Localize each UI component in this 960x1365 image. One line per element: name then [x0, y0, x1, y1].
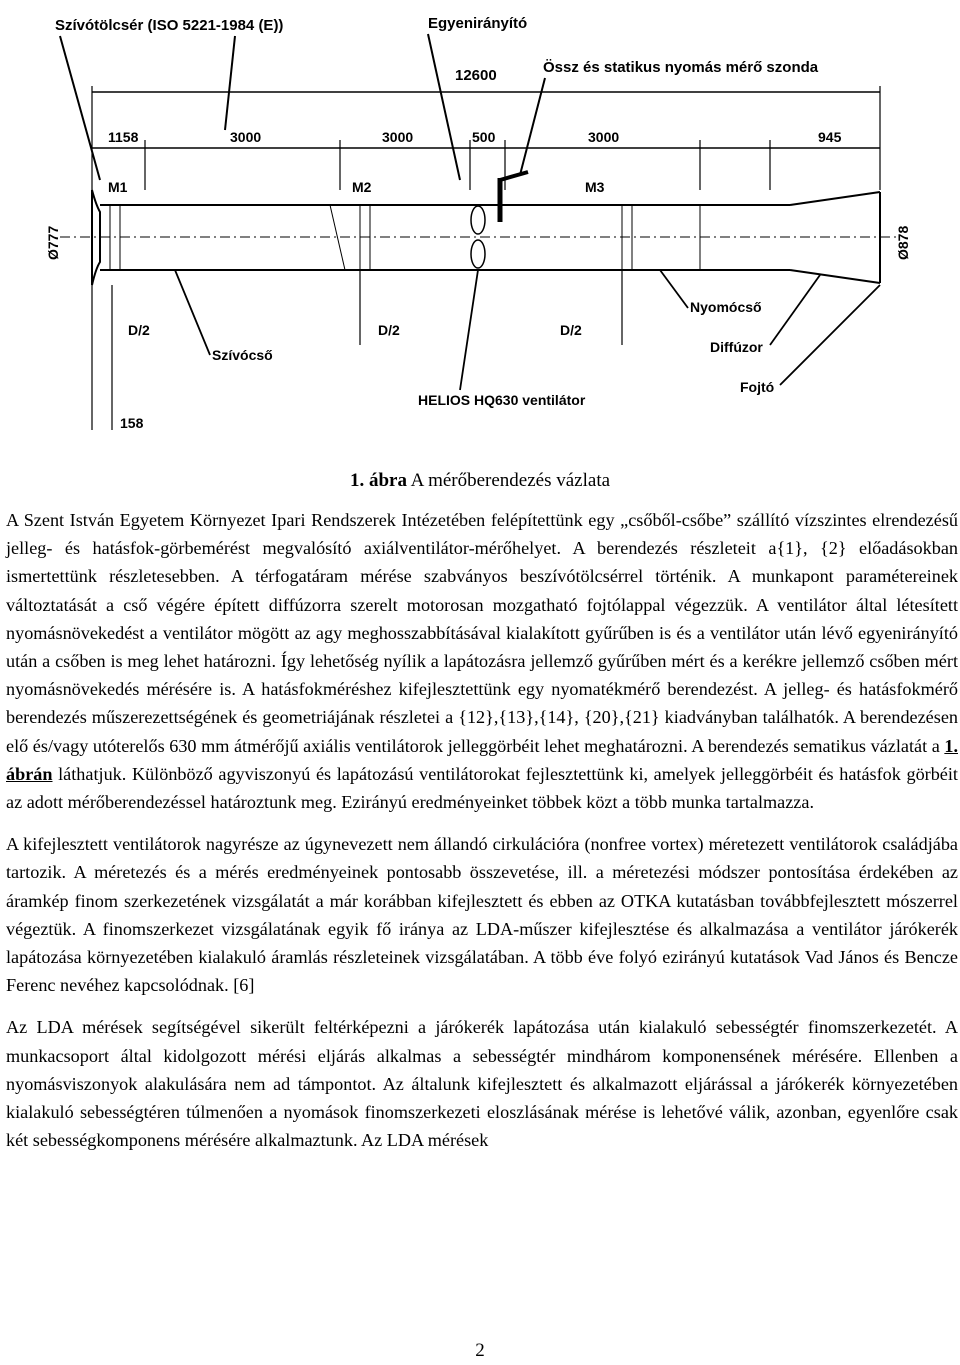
- paragraph-3: Az LDA mérések segítségével sikerült feltérképezni a járókerék lapátozása után kialakuló sebességtér finomszerkezetét. A munkacsoport által kidolgozott mérési eljárás alkalmas a sebességtér mindhárom komponensének mérésére. Ellenben a nyomásviszonyok alakulására nem ad támpontot. Az általunk kifejlesztett és alkalmazott eljárással a járókerék környezetében kialakuló sebességtéren túlmenően a nyomások finomszerkezeti eloszlásának mérése is lehetővé válik, azonban, egyenlőre csak két sebességkomponens mérésére alkalmaztunk. Az LDA mérések: [6, 1017, 958, 1151]
- label-d2-a: D/2: [128, 322, 150, 338]
- pipe-body: [60, 172, 900, 285]
- paragraph-1: [6, 506, 958, 816]
- label-dia-inlet: Ø777: [45, 225, 61, 260]
- label-suction-pipe: Szívócső: [212, 347, 273, 363]
- dim-1158: 1158: [108, 129, 139, 145]
- paragraph-1-part-a: A Szent István Egyetem Környezet Ipari Rendszerek Intézetében felépítettünk egy „csőből-csőbe” szállító vízszintes elrendezésű jelleg- és hatásfok-görbemérést megvalósító axiálventilátor-mérőhelyet. A berendezés részleteit a{1}, {2} előadásokban ismertettünk részletesebben. A térfogatáram mérése szabványos beszívótölcsérrel történik. A munkapont paramétereinek változtatását a cső végére épített diffúzorra szerelt motorosan mozgatható fojtólappal végezzük. A ventilátor által létesített nyomásnövekedést a ventilátor mögött az agy meghosszabbításával kialakított gyűrűben is és a ventilátor után lévő egyenirányító után a csőben is meg lehet határozni. Így lehetőség nyílik a lapátozásra jellemző gyűrűben mért és a kerékre jellemző csőben mért nyomásnövekedés mérésére is. A hatásfokméréshez kifejlesztettünk egy nyomatékmérő berendezést. A jelleg- és hatásfokmérő berendezés műszerezettségének és geometriájának részletei a {12},{13},{14}, {20},{21} kiadványban találhatók. A berendezésen elő és/vagy utóterelős 630 mm átmérőjű axiális ventilátorok jelleggörbéit lehet meghatározni. A berendezés sematikus vázlatát a: [6, 510, 958, 756]
- measurement-rig-sketch: [0, 0, 960, 460]
- dim-3000-c: 3000: [588, 129, 620, 145]
- page-number: 2: [475, 1340, 485, 1361]
- label-d2-b: D/2: [378, 322, 400, 338]
- dim-3000-b: 3000: [382, 129, 414, 145]
- label-dia-outlet: Ø878: [895, 225, 911, 260]
- paragraph-1-part-b: láthatjuk. Különböző agyviszonyú és lapátozású ventilátorokat fejlesztettünk ki, amelyek jelleggörbéit és hatásfok görbéit az adott mérőberendezéssel határoztunk meg. Ezirányú eredményeinket többek közt a több munka tartalmazza.: [6, 763, 958, 813]
- label-fan: HELIOS HQ630 ventilátor: [418, 392, 586, 408]
- label-total-length: 12600: [455, 67, 497, 84]
- label-m2: M2: [352, 179, 372, 195]
- label-m1: M1: [108, 179, 128, 195]
- figure-caption-text: A mérőberendezés vázlata: [406, 470, 611, 491]
- label-probe: Össz és statikus nyomás mérő szonda: [543, 59, 819, 76]
- dim-3000-a: 3000: [230, 129, 262, 145]
- figure-caption: [0, 468, 960, 494]
- label-diffuser: Diffúzor: [710, 339, 763, 355]
- figure-reference-link[interactable]: 1. ábrán: [6, 735, 958, 784]
- label-d2-c: D/2: [560, 322, 582, 338]
- figure-number: 1. ábra: [349, 470, 407, 491]
- label-pressure-pipe: Nyomócső: [690, 299, 762, 315]
- label-intake-cone: Szívótölcsér (ISO 5221-1984 (E)): [55, 17, 284, 34]
- dim-500: 500: [472, 129, 496, 145]
- dim-945: 945: [818, 129, 842, 145]
- document-body: [6, 506, 958, 1168]
- dim-158: 158: [120, 415, 144, 431]
- label-throttle: Fojtó: [740, 379, 775, 395]
- label-flow-straightener: Egyenirányító: [428, 15, 528, 32]
- paragraph-2: A kifejlesztett ventilátorok nagyrésze az úgynevezett nem állandó cirkulációra (nonfree vortex) méretezett ventilátorok családjába tartozik. A méretezés és a mérés eredményeinek pontosabb összevetése, ill. a méretezési módszer pontosítása érdekében az áramkép finom szerkezetének vizsgálatát a már korábban kifejlesztett és ebben az OTKA kutatásban továbbfejlesztett mószerrel végeztük. A finomszerkezet vizsgálatának egyik fő iránya az LDA-műszer kifejlesztése és alkalmazása a ventilátor járókerék lapátozása környezetében kialakuló áramlás részleteinek vizsgálatában. A több éve folyó ezirányú kutatások Vad János és Bencze Ferenc nevéhez kapcsolódnak. [6]: [6, 834, 958, 996]
- label-m3: M3: [585, 179, 605, 195]
